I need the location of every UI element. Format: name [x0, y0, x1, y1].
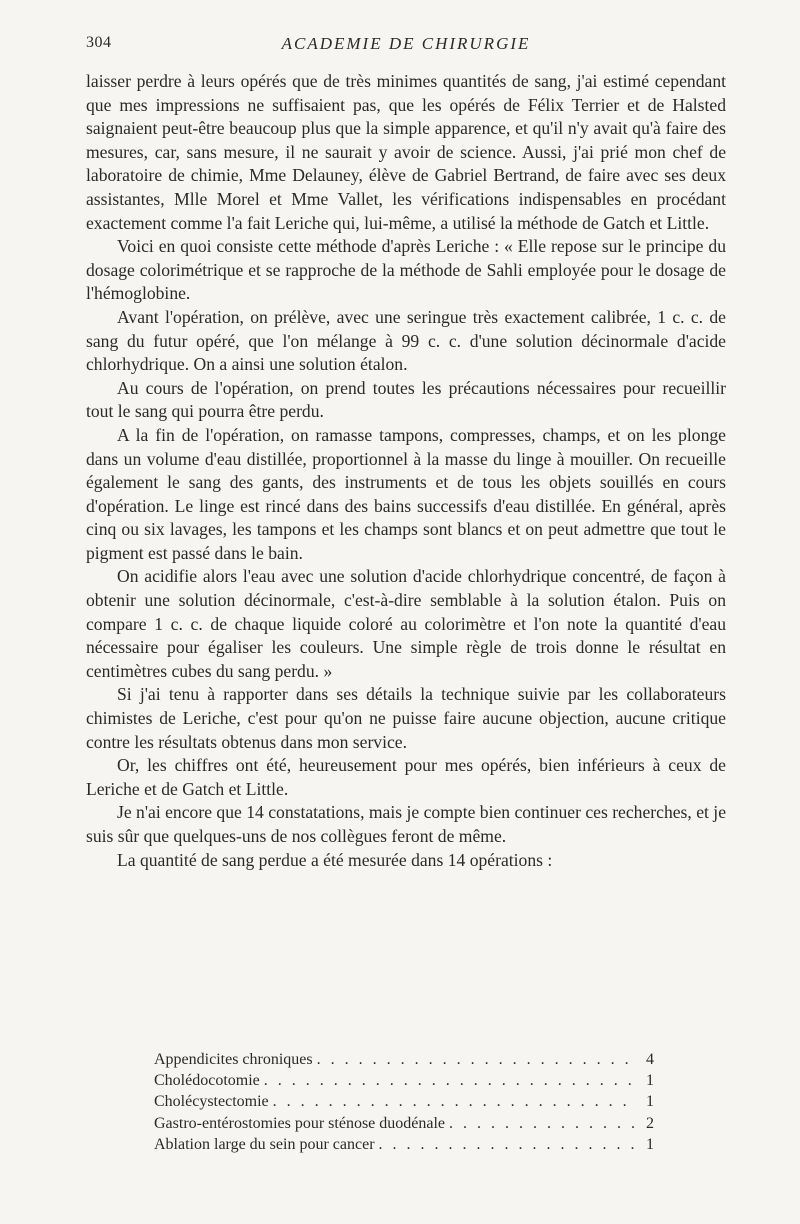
operation-label: Appendicites chroniques	[154, 1051, 313, 1068]
paragraph: Je n'ai encore que 14 constatations, mais je compte bien continuer ces recherches, et je suis sûr que quelques-uns de nos collègues feront de même.	[86, 802, 726, 846]
dot-leader	[379, 1134, 636, 1155]
paragraph: La quantité de sang perdue a été mesurée dans 14 opérations :	[117, 849, 553, 870]
paragraph: laisser perdre à leurs opérés que de très minimes quantités de sang, j'ai estimé cependant que mes impressions ne suffisaient pas, que les opérés de Félix Terrier et de Halsted saignaient peut-être beaucoup plus que la simple apparence, et qu'il n'y avait qu'à faire des mesures, car, sans mesure, il ne saurait y avoir de science. Aussi, j'ai prié mon chef de laboratoire de chimie, Mme Delauney, élève de Gabriel Bertrand, de faire avec ses deux assistantes, Mlle Morel et Mme Vallet, les vérifications indispensables en procédant exactement comme l'a fait Leriche qui, lui-même, a utilisé la méthode de Gatch et Little.	[86, 71, 726, 233]
page-number: 304	[86, 34, 112, 51]
operation-label: Ablation large du sein pour cancer	[154, 1135, 375, 1153]
dot-leader	[273, 1091, 636, 1112]
operation-row	[154, 1070, 654, 1091]
paragraph: A la fin de l'opération, on ramasse tampons, compresses, champs, et on les plonge dans un volume d'eau distillée, proportionnel à la masse du linge à mouiller. On recueille également le sang des gants, des instruments et de tous les objets souillés en cours d'opération. Le linge est rincé dans des bains successifs d'eau distillée. En général, après cinq ou six lavages, les tampons et les champs sont blancs et on peut admettre que tout le pigment est passé dans le bain.	[86, 424, 726, 563]
operation-row	[154, 1049, 654, 1070]
paragraph: Voici en quoi consiste cette méthode d'après Leriche : « Elle repose sur le principe du dosage colorimétrique et se rapproche de la méthode de Sahli employée pour le dosage de l'hémoglobine.	[86, 236, 726, 304]
operations-list	[154, 1049, 654, 1155]
dot-leader	[264, 1070, 636, 1091]
dot-leader	[449, 1113, 636, 1134]
body-text	[86, 70, 726, 872]
operation-count: 1	[646, 1093, 654, 1111]
paragraph: Avant l'opération, on prélève, avec une seringue très exactement calibrée, 1 c. c. de sang du futur opéré, que l'on mélange à 99 c. c. d'une solution décinormale d'acide chlorhydrique. On a ainsi une solution étalon.	[86, 306, 726, 375]
operation-count: 1	[646, 1072, 654, 1090]
operation-label: Cholécystectomie	[154, 1093, 269, 1111]
operation-label: Gastro-entérostomies pour sténose duodénale	[154, 1114, 446, 1132]
paragraph: Au cours de l'opération, on prend toutes les précautions nécessaires pour recueillir tout le sang qui pourra être perdu.	[86, 377, 726, 422]
page-header	[86, 34, 726, 56]
operation-label: Cholédocotomie	[154, 1072, 260, 1090]
operation-row	[154, 1134, 654, 1155]
operation-count: 2	[646, 1114, 654, 1132]
dot-leader	[317, 1049, 636, 1070]
running-title: ACADEMIE DE CHIRURGIE	[281, 34, 531, 53]
operation-row	[154, 1113, 654, 1134]
paragraph: On acidifie alors l'eau avec une solution d'acide chlorhydrique concentré, de façon à obtenir une solution décinormale, c'est-à-dire semblable à la solution étalon. Puis on compare 1 c. c. de chaque liquide coloré au colorimètre et l'on note la quantité d'eau nécessaire pour égaliser les couleurs. Une simple règle de trois donne le résultat en centimètres cubes du sang perdu. »	[86, 566, 726, 681]
operation-count: 1	[646, 1135, 654, 1153]
operation-row	[154, 1091, 654, 1112]
paragraph: Or, les chiffres ont été, heureusement pour mes opérés, bien inférieurs à ceux de Leriche et de Gatch et Little.	[86, 755, 726, 799]
operation-count: 4	[646, 1051, 654, 1068]
paragraph: Si j'ai tenu à rapporter dans ses détails la technique suivie par les collaborateurs chimistes de Leriche, c'est pour qu'on ne puisse faire aucune objection, aucune critique contre les résultats obtenus dans mon service.	[86, 684, 726, 752]
